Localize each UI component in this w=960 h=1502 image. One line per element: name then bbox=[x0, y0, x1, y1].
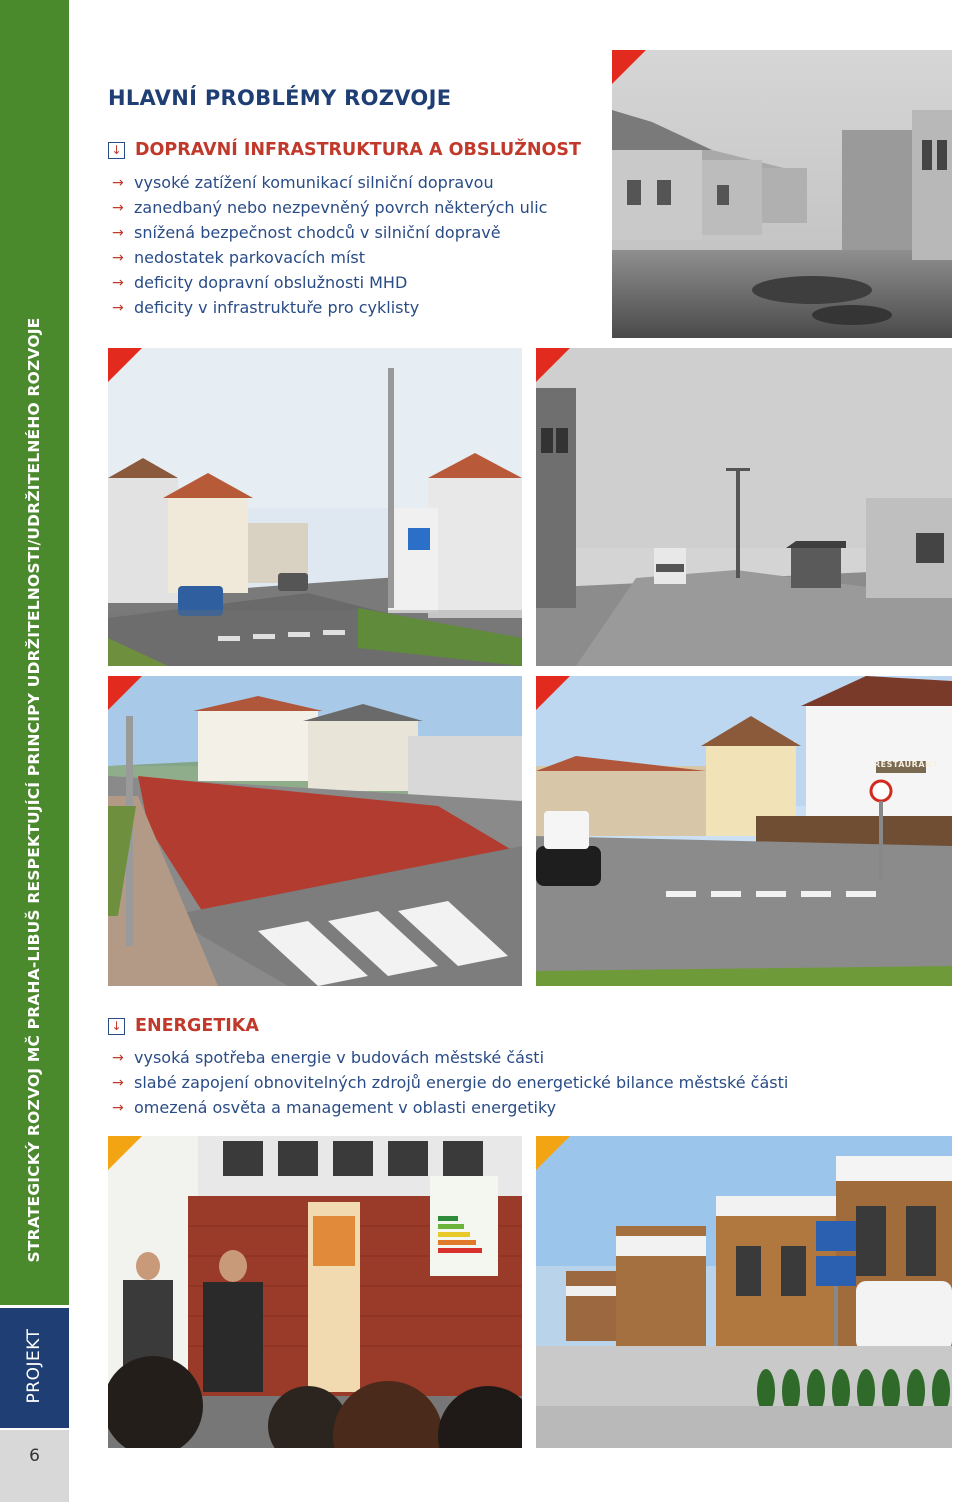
sidebar-project-label: PROJEKT bbox=[24, 1328, 44, 1404]
page-number: 6 bbox=[29, 1446, 40, 1466]
photo-modern-street bbox=[108, 348, 522, 666]
photo-restaurant-street bbox=[536, 676, 952, 986]
list-item bbox=[112, 1045, 788, 1070]
arrow-right-icon: → bbox=[112, 199, 124, 216]
restaurant-sign: RESTAURANT bbox=[874, 760, 939, 769]
photo-corner-marker bbox=[536, 348, 570, 382]
arrow-right-icon: → bbox=[112, 274, 124, 291]
list-item-text: zanedbaný nebo nezpevněný povrch některých ulic bbox=[134, 198, 548, 217]
sidebar bbox=[0, 0, 69, 1502]
list-item bbox=[112, 1095, 788, 1120]
list-item-text: omezená osvěta a management v oblasti energetiky bbox=[134, 1098, 557, 1117]
photo-corner-marker bbox=[536, 676, 570, 710]
list-item-text: nedostatek parkovacích míst bbox=[134, 248, 366, 267]
photo-corner-marker bbox=[108, 348, 142, 382]
photo-historic-street bbox=[612, 50, 952, 338]
photo-historic-bus bbox=[536, 348, 952, 666]
list-item-text: vysoká spotřeba energie v budovách městské části bbox=[134, 1048, 545, 1067]
list-item bbox=[112, 245, 547, 270]
list-item-text: vysoké zatížení komunikací silniční dopravou bbox=[134, 173, 494, 192]
list-item bbox=[112, 1070, 788, 1095]
list-item bbox=[112, 170, 547, 195]
section-heading-label: ENERGETIKA bbox=[135, 1016, 259, 1036]
list-item-text: deficity v infrastruktuře pro cyklisty bbox=[134, 298, 420, 317]
page-title: HLAVNÍ PROBLÉMY ROZVOJE bbox=[108, 86, 452, 110]
sidebar-vertical-title: STRATEGICKÝ ROZVOJ MČ PRAHA-LIBUŠ RESPEKTUJÍCÍ PRINCIPY UDRŽITELNOSTI/UDRŽITELNÉHO ROZVOJE bbox=[25, 317, 43, 1263]
photo-corner-marker bbox=[612, 50, 646, 84]
transport-problem-list bbox=[112, 170, 547, 320]
arrow-down-icon: ↓ bbox=[108, 1018, 125, 1035]
photo-modern-houses bbox=[536, 1136, 952, 1448]
photo-corner-marker bbox=[536, 1136, 570, 1170]
list-item bbox=[112, 220, 547, 245]
photo-red-lane bbox=[108, 676, 522, 986]
arrow-right-icon: → bbox=[112, 174, 124, 191]
arrow-right-icon: → bbox=[112, 249, 124, 266]
list-item-text: deficity dopravní obslužnosti MHD bbox=[134, 273, 408, 292]
list-item-text: snížená bezpečnost chodců v silniční dopravě bbox=[134, 223, 501, 242]
section-heading-energy bbox=[108, 1016, 259, 1036]
arrow-down-icon: ↓ bbox=[108, 142, 125, 159]
list-item bbox=[112, 270, 547, 295]
arrow-right-icon: → bbox=[112, 1049, 124, 1066]
page-number-box bbox=[0, 1430, 69, 1502]
energy-problem-list bbox=[112, 1045, 788, 1120]
arrow-right-icon: → bbox=[112, 224, 124, 241]
arrow-right-icon: → bbox=[112, 299, 124, 316]
arrow-right-icon: → bbox=[112, 1074, 124, 1091]
section-heading-transport bbox=[108, 140, 581, 160]
photo-energy-exhibition bbox=[108, 1136, 522, 1448]
photo-corner-marker bbox=[108, 676, 142, 710]
list-item bbox=[112, 195, 547, 220]
list-item bbox=[112, 295, 547, 320]
photo-corner-marker bbox=[108, 1136, 142, 1170]
list-item-text: slabé zapojení obnovitelných zdrojů energie do energetické bilance městské části bbox=[134, 1073, 789, 1092]
section-heading-label: DOPRAVNÍ INFRASTRUKTURA A OBSLUŽNOST bbox=[135, 140, 581, 160]
arrow-right-icon: → bbox=[112, 1099, 124, 1116]
